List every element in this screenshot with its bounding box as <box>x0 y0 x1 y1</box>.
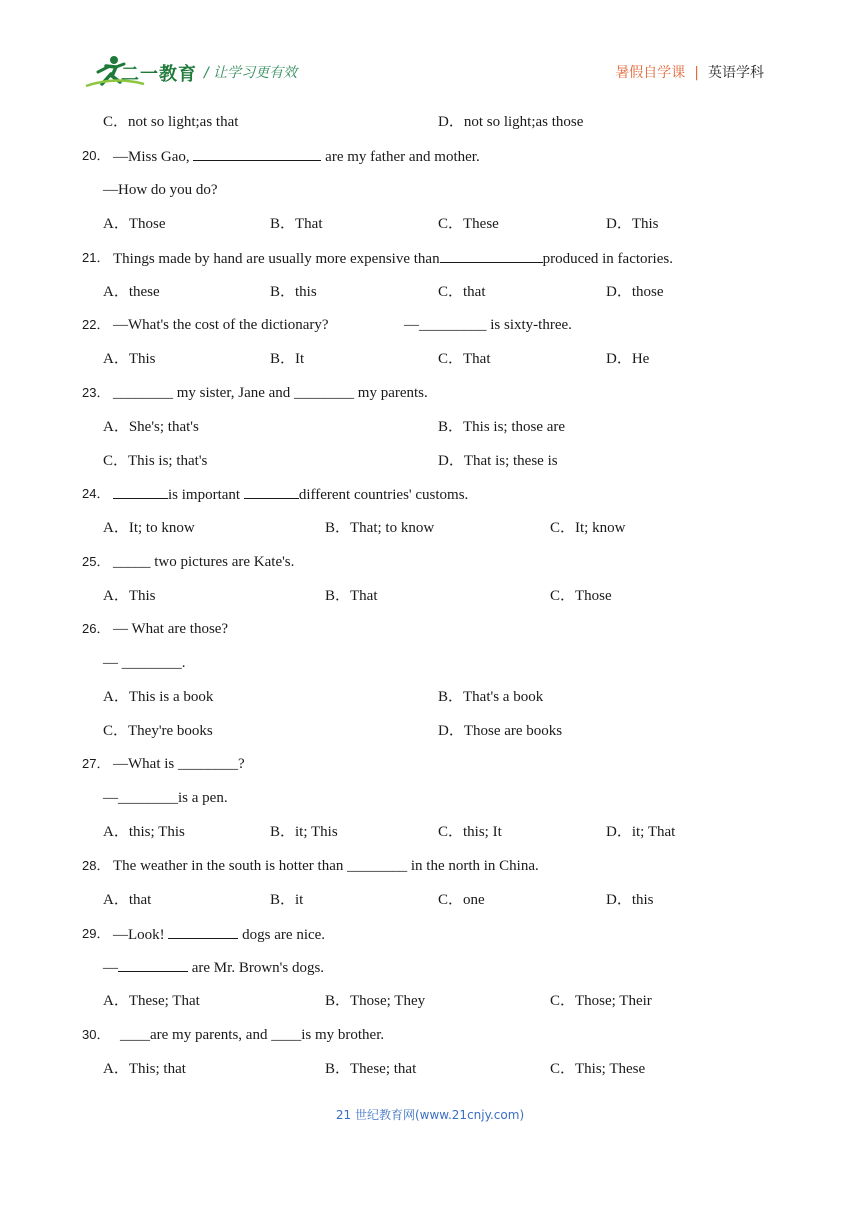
question-number: 20． <box>82 148 110 163</box>
question-text-part: produced in factories. <box>542 251 673 267</box>
question-text: — What are those? <box>113 621 229 637</box>
question-text: —What is ________? <box>113 756 245 772</box>
option-c: C．That <box>438 351 491 367</box>
page-header <box>0 0 860 100</box>
answer-blank <box>113 484 168 499</box>
option-a: A．this; This <box>103 824 185 840</box>
reply-text: — ________. <box>103 655 186 671</box>
logo-text: 二一教育 <box>121 64 197 85</box>
question-number: 26． <box>82 621 110 636</box>
option-b: B．Those; They <box>325 993 426 1009</box>
answer-blank <box>168 924 238 939</box>
question-text <box>113 146 480 167</box>
question-text: ____are my parents, and ____is my brother. <box>120 1027 385 1043</box>
option-d: D．those <box>606 284 664 300</box>
header-separator: | <box>694 65 699 81</box>
option-b: B．It <box>270 351 305 367</box>
question-text: —What's the cost of the dictionary? <box>113 317 329 333</box>
reply-text: —_________ is sixty-three. <box>404 317 572 333</box>
option-b: B．this <box>270 284 317 300</box>
option-a: A．that <box>103 892 152 908</box>
option-c: C．This; These <box>550 1061 646 1077</box>
question-number: 29． <box>82 926 110 941</box>
option-d: D．not so light;as those <box>438 114 584 130</box>
option-c: C．They're books <box>103 723 213 739</box>
option-a: A．This <box>103 588 156 604</box>
subject-label: 英语学科 <box>708 65 764 81</box>
option-c: C．Those; Their <box>550 993 652 1009</box>
option-a: A．She's; that's <box>103 419 199 435</box>
question-number: 23． <box>82 385 110 400</box>
option-b: B．it <box>270 892 304 908</box>
question-text-part: Things made by hand are usually more expensive than <box>113 251 440 267</box>
question-number: 27． <box>82 756 110 771</box>
question-number: 25． <box>82 554 110 569</box>
reply-text: —________is a pen. <box>103 790 228 806</box>
header-right <box>615 62 764 82</box>
reply-text <box>103 957 324 978</box>
question-text <box>113 248 673 269</box>
question-text: The weather in the south is hotter than ________ in the north in China. <box>113 858 539 874</box>
answer-blank <box>118 957 188 972</box>
option-b: B．That; to know <box>325 520 435 536</box>
question-number: 30． <box>82 1027 110 1042</box>
option-d: D．it; That <box>606 824 676 840</box>
option-a: A．This is a book <box>103 689 214 705</box>
option-d: D．That is; these is <box>438 453 558 469</box>
question-text-part: different countries' customs. <box>298 487 469 503</box>
question-text-part: is important <box>168 487 244 503</box>
option-a: A．Those <box>103 216 166 232</box>
answer-blank <box>244 484 299 499</box>
option-b: B．That's a book <box>438 689 544 705</box>
option-c: C．one <box>438 892 485 908</box>
answer-blank <box>193 146 321 161</box>
question-number: 22． <box>82 317 110 332</box>
question-text <box>113 924 325 945</box>
question-text-part: dogs are nice. <box>238 927 326 943</box>
option-a: A．It; to know <box>103 520 195 536</box>
option-c: C．that <box>438 284 486 300</box>
option-b: B．That <box>270 216 323 232</box>
reply-text: —How do you do? <box>103 182 218 198</box>
course-label: 暑假自学课 <box>615 65 686 81</box>
option-a: A．This <box>103 351 156 367</box>
option-c: C．Those <box>550 588 612 604</box>
option-a: A．these <box>103 284 160 300</box>
answer-blank <box>440 248 543 263</box>
question-text: ________ my sister, Jane and ________ my parents. <box>113 385 428 401</box>
option-d: D．Those are books <box>438 723 563 739</box>
question-text-part: —Miss Gao, <box>113 149 194 165</box>
option-c: C．this; It <box>438 824 502 840</box>
question-text-part: are my father and mother. <box>321 149 480 165</box>
option-b: B．These; that <box>325 1061 417 1077</box>
question-number: 28． <box>82 858 110 873</box>
option-a: A．These; That <box>103 993 200 1009</box>
header-slogan: / 让学习更有效 <box>204 65 298 81</box>
question-text-part: —Look! <box>113 927 169 943</box>
option-b: B．That <box>325 588 378 604</box>
option-d: D．He <box>606 351 650 367</box>
reply-text-part: are Mr. Brown's dogs. <box>188 960 325 976</box>
option-d: D．this <box>606 892 654 908</box>
option-c: C．These <box>438 216 499 232</box>
question-number: 21． <box>82 250 110 265</box>
option-b: B．This is; those are <box>438 419 566 435</box>
page-footer: 21 世纪教育网(www.21cnjy.com) <box>335 1108 525 1122</box>
option-c: C．This is; that's <box>103 453 208 469</box>
option-c: C．not so light;as that <box>103 114 239 130</box>
option-d: D．This <box>606 216 659 232</box>
option-b: B．it; This <box>270 824 338 840</box>
option-c: C．It; know <box>550 520 626 536</box>
question-text <box>113 484 468 505</box>
reply-text-part: — <box>103 960 118 976</box>
question-text: _____ two pictures are Kate's. <box>113 554 295 570</box>
question-number: 24． <box>82 486 110 501</box>
option-a: A．This; that <box>103 1061 186 1077</box>
